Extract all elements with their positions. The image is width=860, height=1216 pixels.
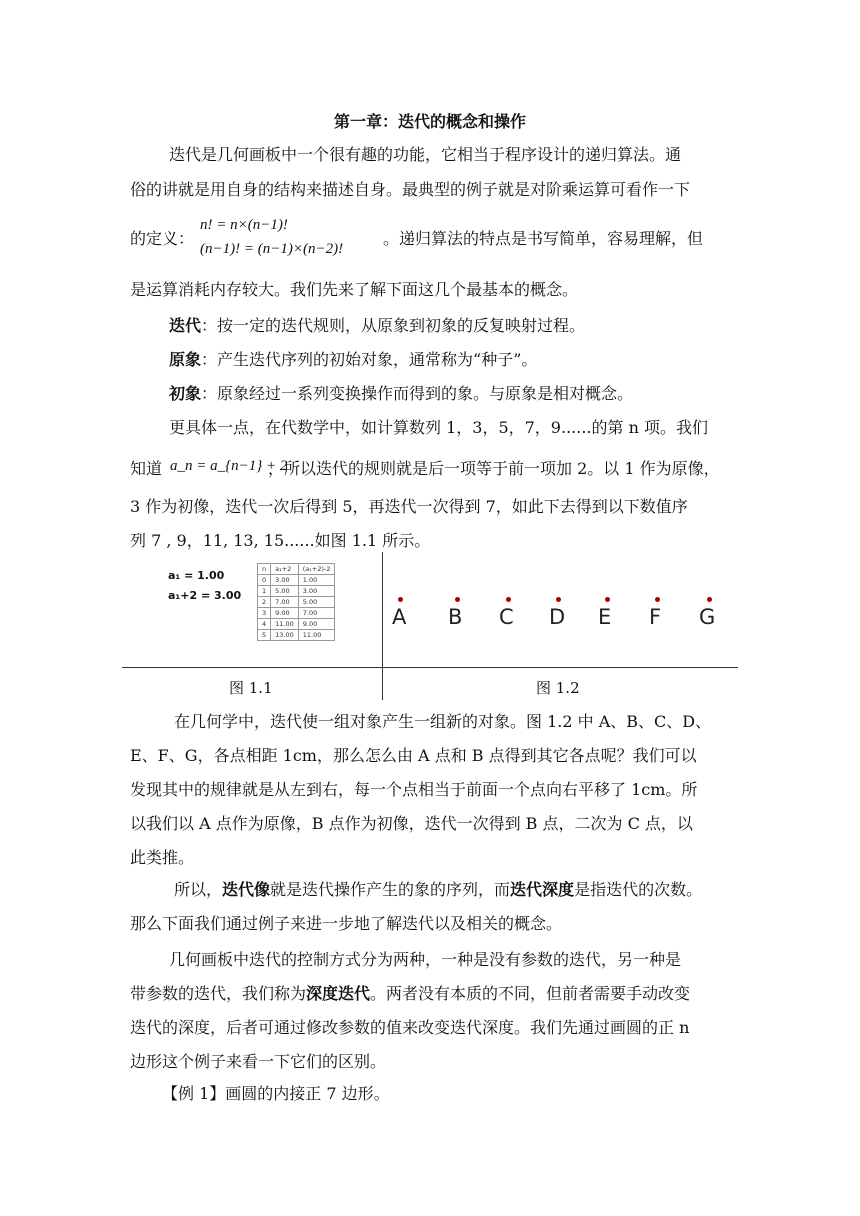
- table-cell: 2: [258, 597, 271, 608]
- table-cell: 7.00: [298, 608, 335, 619]
- point-f-label: F: [649, 605, 662, 629]
- table-cell: 5: [258, 630, 271, 641]
- table-cell: 0: [258, 575, 271, 586]
- fig1-label-a1-plus-2: a₁+2 = 3.00: [168, 589, 242, 602]
- bold-term: 迭代深度: [510, 880, 575, 899]
- definition-term: 初象: [169, 384, 202, 403]
- bold-term: 深度迭代: [306, 984, 371, 1003]
- table-cell: 3.00: [298, 586, 335, 597]
- table-row: [258, 630, 335, 641]
- table-row: [258, 608, 335, 619]
- example-heading: 【例 1】画圆的内接正 7 边形。: [162, 1084, 390, 1103]
- definition-text: ：原象经过一系列变换操作而得到的象。与原象是相对概念。: [201, 384, 634, 403]
- paragraph-line: 的定义：: [130, 229, 195, 248]
- paragraph-line: 俗的讲就是用自身的结构来描述自身。最典型的例子就是对阶乘运算可看作一下: [130, 180, 691, 199]
- text-span: 。两者没有本质的不同，但前者需要手动改变: [370, 984, 691, 1003]
- table-row: [258, 586, 335, 597]
- table-cell: 9.00: [271, 608, 299, 619]
- definition-term: 迭代: [169, 316, 202, 335]
- paragraph-line: 在几何学中，迭代使一组对象产生一组新的对象。图 1.2 中 A、B、C、D、: [174, 712, 712, 731]
- paragraph-line: 更具体一点，在代数学中，如计算数列 1，3，5，7，9......的第 n 项。我们: [169, 418, 708, 437]
- paragraph-line: E、F、G，各点相距 1cm，那么怎么由 A 点和 B 点得到其它各点呢？我们可以: [130, 746, 697, 765]
- table-cell: 5.00: [298, 597, 335, 608]
- table-row: [258, 597, 335, 608]
- text-span: 带参数的迭代，我们称为: [130, 984, 307, 1003]
- definition-text: ：按一定的迭代规则，从原象到初象的反复映射过程。: [201, 316, 586, 335]
- point-a-dot: [398, 597, 403, 602]
- paragraph-line: 以我们以 A 点作为原像，B 点作为初像，迭代一次得到 B 点，二次为 C 点，以: [130, 814, 693, 833]
- table-header: a₁+2: [271, 564, 299, 575]
- point-b-label: B: [448, 605, 463, 629]
- factorial-formula-1: n! = n×(n−1)!: [200, 217, 288, 233]
- sequence-formula: a_n = a_{n−1} + 2: [170, 458, 288, 474]
- table-cell: 13.00: [271, 630, 299, 641]
- point-f-dot: [655, 597, 660, 602]
- fig1-label-a1: a₁ = 1.00: [168, 569, 225, 582]
- table-row: [258, 619, 335, 630]
- point-g-label: G: [699, 605, 716, 629]
- text-span: 是指迭代的次数。: [574, 880, 703, 899]
- point-c-label: C: [499, 605, 514, 629]
- definition-iteration: [169, 316, 585, 336]
- paragraph-line: 3 作为初像，迭代一次后得到 5，再迭代一次得到 7，如此下去得到以下数值序: [130, 497, 688, 516]
- paragraph-line: 迭代的深度，后者可通过修改参数的值来改变迭代深度。我们先通过画圆的正 n: [130, 1018, 690, 1037]
- paragraph-line: 。递归算法的特点是书写简单，容易理解，但: [383, 229, 704, 248]
- paragraph-line: 知道: [130, 459, 163, 478]
- point-g-dot: [707, 597, 712, 602]
- paragraph-line: 是运算消耗内存较大。我们先来了解下面这几个最基本的概念。: [130, 280, 579, 299]
- fig2-caption: 图 1.2: [536, 679, 580, 697]
- paragraph-line: 那么下面我们通过例子来进一步地了解迭代以及相关的概念。: [130, 914, 563, 933]
- definition-text: ：产生迭代序列的初始对象，通常称为“种子”。: [201, 350, 538, 369]
- paragraph-line: [174, 880, 702, 900]
- bold-term: 迭代像: [222, 880, 271, 899]
- table-row: [258, 575, 335, 586]
- paragraph-line: 迭代是几何画板中一个很有趣的功能，它相当于程序设计的递归算法。通: [169, 145, 682, 164]
- table-header: n: [258, 564, 271, 575]
- table-header-row: [258, 564, 335, 575]
- point-e-label: E: [598, 605, 612, 629]
- point-d-dot: [556, 597, 561, 602]
- paragraph-line: 发现其中的规律就是从左到右，每一个点相当于前面一个点向右平移了 1cm。所: [130, 780, 698, 799]
- paragraph-line: 此类推。: [130, 848, 195, 867]
- definition-preimage: [169, 350, 537, 370]
- fig1-caption: 图 1.1: [229, 679, 273, 697]
- point-c-dot: [506, 597, 511, 602]
- paragraph-line: 几何画板中迭代的控制方式分为两种，一种是没有参数的迭代，另一种是: [169, 950, 682, 969]
- paragraph-line: 列 7 , 9，11, 13, 15......如图 1.1 所示。: [130, 531, 431, 550]
- table-cell: 3: [258, 608, 271, 619]
- paragraph-line: [130, 984, 690, 1004]
- point-b-dot: [455, 597, 460, 602]
- figure-divider-horizontal: [122, 667, 738, 668]
- table-cell: 5.00: [271, 586, 299, 597]
- definition-term: 原象: [169, 350, 202, 369]
- point-d-label: D: [549, 605, 566, 629]
- table-cell: 7.00: [271, 597, 299, 608]
- point-e-dot: [605, 597, 610, 602]
- paragraph-line: 边形这个例子来看一下它们的区别。: [130, 1052, 387, 1071]
- paragraph-line: ，所以迭代的规则就是后一项等于前一项加 2。以 1 作为原像，: [268, 459, 720, 478]
- fig1-iteration-table: [257, 563, 335, 641]
- table-cell: 1: [258, 586, 271, 597]
- chapter-title: 第一章：迭代的概念和操作: [333, 112, 526, 131]
- table-header: (a₁+2)-2: [298, 564, 335, 575]
- table-cell: 1.00: [298, 575, 335, 586]
- table-cell: 3.00: [271, 575, 299, 586]
- table-cell: 4: [258, 619, 271, 630]
- table-cell: 9.00: [298, 619, 335, 630]
- figure-divider-vertical: [382, 552, 383, 700]
- table-cell: 11.00: [271, 619, 299, 630]
- text-span: 就是迭代操作产生的象的序列，而: [270, 880, 511, 899]
- factorial-formula-2: (n−1)! = (n−1)×(n−2)!: [200, 241, 344, 257]
- definition-image: [169, 384, 633, 404]
- table-cell: 11.00: [298, 630, 335, 641]
- text-span: 所以，: [174, 880, 223, 899]
- point-a-label: A: [392, 605, 407, 629]
